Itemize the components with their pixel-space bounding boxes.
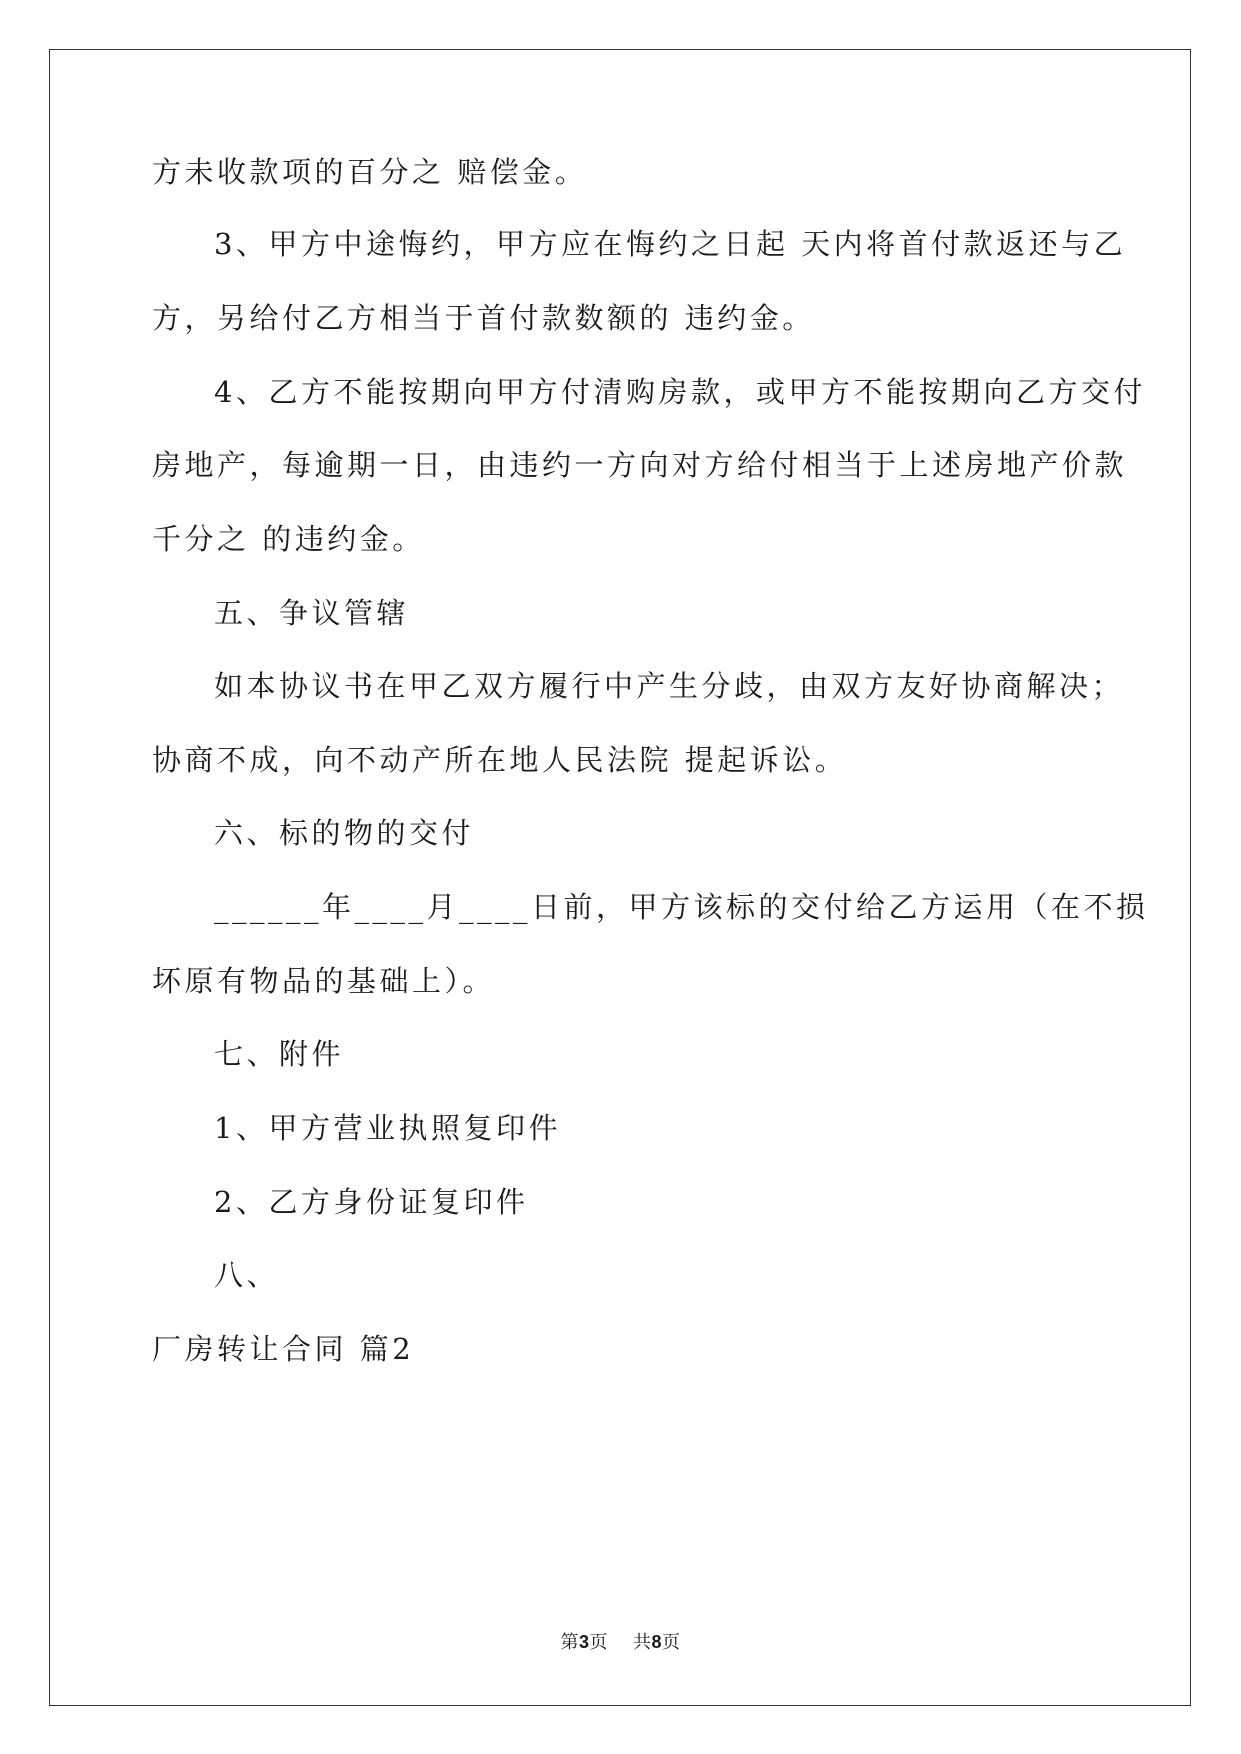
section-heading-eight: 八、 — [214, 1258, 280, 1292]
attachment-item-2: 2、乙方身份证复印件 — [214, 1185, 529, 1219]
text-line-8: 如本协议书在甲乙双方履行中产生分歧，由双方友好协商解决； — [214, 669, 1125, 703]
footer-total-unit: 页 — [661, 1632, 681, 1653]
text-line-2: 3、甲方中途悔约，甲方应在悔约之日起 天内将首付款返还与乙 — [214, 227, 1127, 261]
footer-prefix: 第 — [560, 1632, 580, 1653]
section-heading-dispute: 五、争议管辖 — [214, 596, 410, 630]
text-line-3: 方，另给付乙方相当于首付款数额的 违约金。 — [152, 301, 815, 335]
text-line-1: 方未收款项的百分之 赔偿金。 — [152, 155, 588, 189]
footer-total-pages: 8 — [651, 1632, 662, 1652]
section-heading-delivery: 六、标的物的交付 — [214, 816, 475, 850]
text-line-11: ______年____月____日前，甲方该标的交付给乙方运用（在不损 — [214, 890, 1149, 924]
contract-title-part2: 厂房转让合同 篇2 — [152, 1332, 415, 1366]
attachment-item-1: 1、甲方营业执照复印件 — [214, 1111, 561, 1145]
page-border — [49, 49, 1191, 1706]
footer-total-prefix: 共 — [632, 1632, 652, 1653]
text-line-5: 房地产，每逾期一日，由违约一方向对方给付相当于上述房地产价款 — [152, 448, 1128, 482]
text-line-6: 千分之 的违约金。 — [152, 522, 425, 556]
text-line-12: 坏原有物品的基础上）。 — [152, 964, 496, 998]
text-line-4: 4、乙方不能按期向甲方付清购房款，或甲方不能按期向乙方交付 — [214, 375, 1146, 409]
footer-current-page: 3 — [579, 1632, 590, 1652]
section-heading-attachments: 七、附件 — [214, 1037, 345, 1071]
page-footer — [0, 1630, 1241, 1655]
text-line-9: 协商不成，向不动产所在地人民法院 提起诉讼。 — [152, 743, 848, 777]
footer-page-unit: 页 — [589, 1632, 609, 1653]
